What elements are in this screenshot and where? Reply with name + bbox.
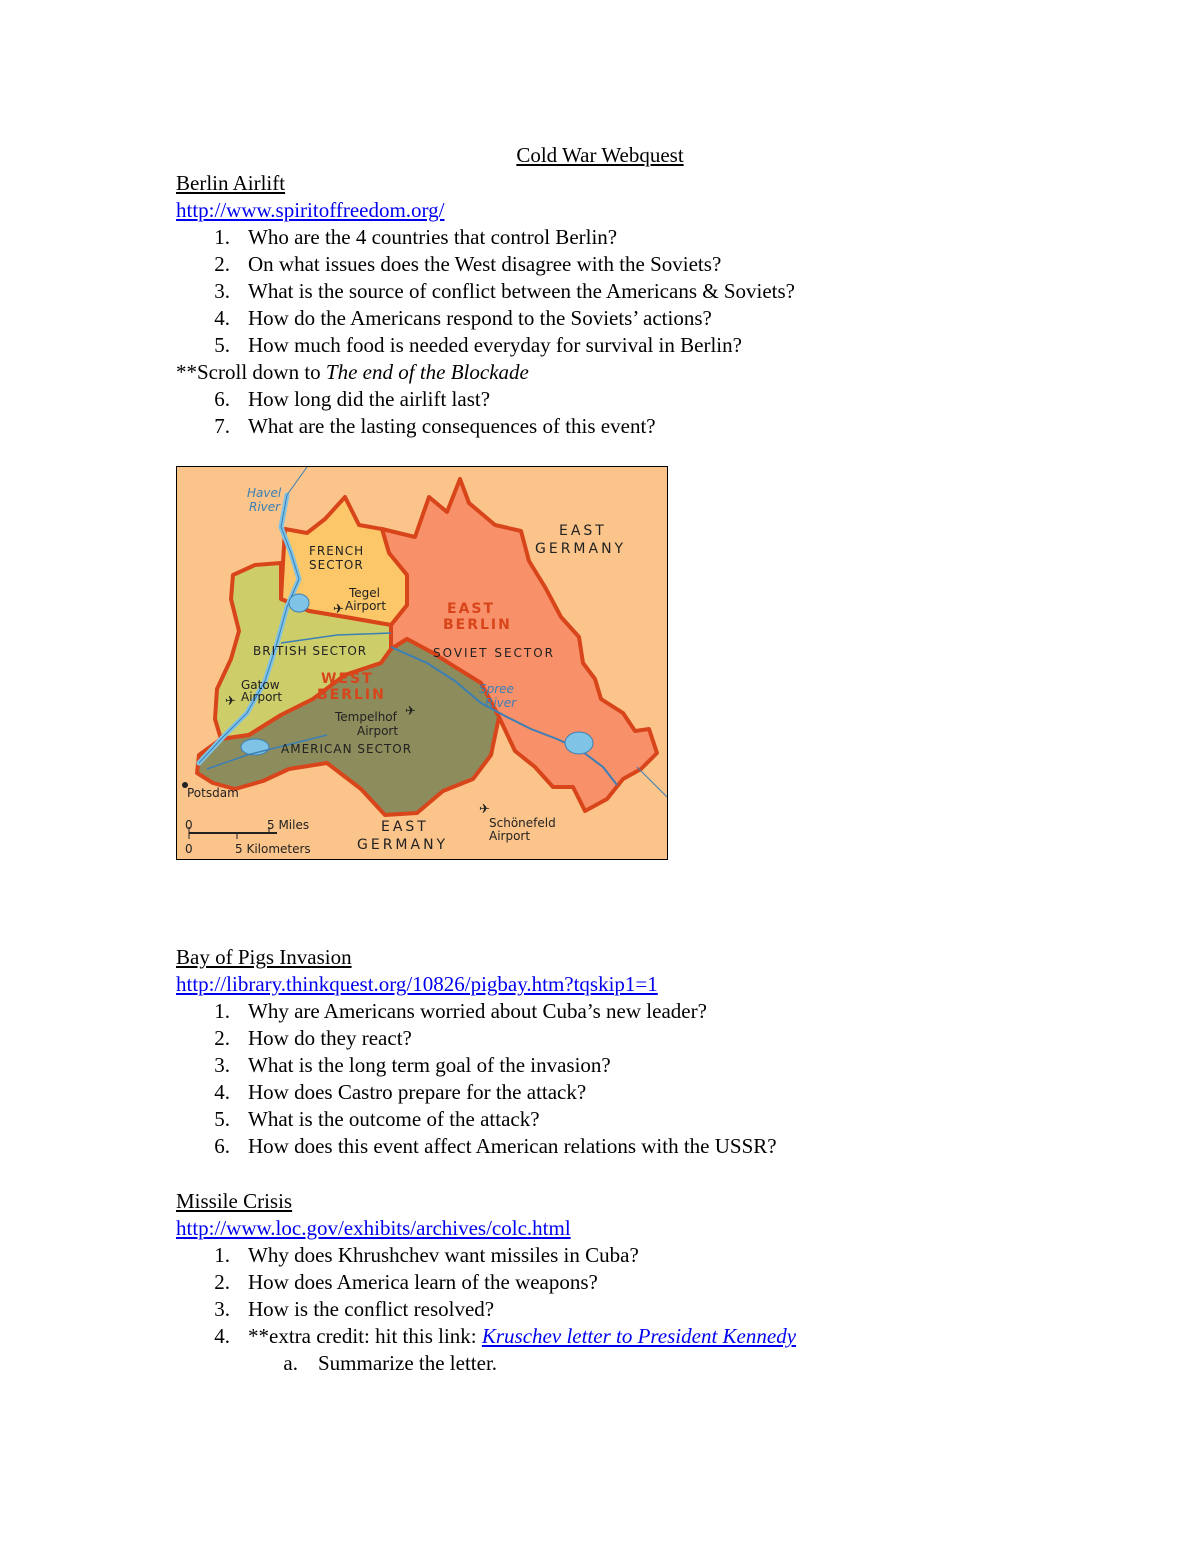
item-number: 4. [214,306,230,330]
sub-list-item [176,1350,1156,1377]
item-number: 7. [214,414,230,438]
west-berlin-label-1: WEST [321,671,374,687]
item-number: 4. [214,1324,230,1348]
question-text: What are the lasting consequences of this event? [248,414,656,438]
schonefeld-label-1: Schönefeld [489,816,556,830]
french-sector-label-2: SECTOR [309,558,364,572]
question-text: Why does Khrushchev want missiles in Cuba? [248,1243,639,1267]
scale-miles-zero: 0 [185,818,193,832]
berlin-question-list [176,224,1156,359]
item-number: 6. [214,1134,230,1158]
scroll-note-prefix: **Scroll down to [176,360,326,384]
british-sector-label: BRITISH SECTOR [253,644,368,658]
item-number: 5. [214,1107,230,1131]
scale-km-zero: 0 [185,842,193,856]
berlin-airlift-heading: Berlin Airlift [176,171,286,195]
schonefeld-plane-icon: ✈ [479,802,490,817]
scroll-note-target: The end of the Blockade [325,360,529,384]
item-number: 6. [214,387,230,411]
american-sector-label: AMERICAN SECTOR [281,742,413,756]
item-number: 3. [214,279,230,303]
item-number: 2. [214,1026,230,1050]
gatow-plane-icon: ✈ [225,694,236,709]
tegel-plane-icon: ✈ [333,602,344,617]
east-germany-top-label-1: EAST [559,523,607,539]
list-item [176,332,1156,359]
scale-km-label: 5 Kilometers [235,842,311,856]
scroll-note [176,359,1156,386]
item-number: 2. [214,252,230,276]
item-number: 1. [214,225,230,249]
question-text: How does Castro prepare for the attack? [248,1080,587,1104]
tegel-label-1: Tegel [349,586,381,600]
list-item [176,413,1156,440]
question-text: On what issues does the West disagree with the Soviets? [248,252,722,276]
west-berlin-label-2: BERLIN [317,687,386,703]
list-item [176,1242,1156,1269]
bay-of-pigs-section [176,944,1156,1160]
question-text: Why are Americans worried about Cuba’s new leader? [248,999,707,1023]
question-text: How does this event affect American relations with the USSR? [248,1134,777,1158]
item-number: 3. [214,1297,230,1321]
list-item [176,386,1156,413]
list-item [176,1106,1156,1133]
question-text: How do they react? [248,1026,412,1050]
list-item [176,1025,1156,1052]
question-text: Who are the 4 countries that control Berlin? [248,225,618,249]
list-item [176,1133,1156,1160]
tempelhof-label-2: Airport [357,724,399,738]
list-item [176,1269,1156,1296]
soviet-sector-label: SOVIET SECTOR [433,646,556,660]
item-number: 5. [214,333,230,357]
spree-label-2: River [485,696,517,710]
question-text: How much food is needed everyday for survival in Berlin? [248,333,742,357]
gatow-label-2: Airport [241,690,283,704]
list-item [176,1323,1156,1350]
missile-crisis-question-list [176,1242,1156,1350]
sub-item-letter: a. [283,1351,298,1375]
question-text: What is the source of conflict between the Americans & Soviets? [248,279,795,303]
page-title-text: Cold War Webquest [516,143,684,167]
bay-of-pigs-link[interactable]: http://library.thinkquest.org/10826/pigbay.htm?tqskip1=1 [176,972,658,996]
kruschev-letter-link[interactable]: Kruschev letter to President Kennedy [481,1324,797,1348]
question-text: How does America learn of the weapons? [248,1270,598,1294]
list-item [176,251,1156,278]
scale-miles-label: 5 Miles [267,818,310,832]
berlin-map-svg [177,467,667,859]
east-germany-top-label-2: GERMANY [535,541,627,557]
list-item [176,1052,1156,1079]
list-item [176,998,1156,1025]
tempelhof-plane-icon: ✈ [405,704,416,719]
french-sector-label-1: FRENCH [309,544,365,558]
list-item [176,1079,1156,1106]
sub-item-text: Summarize the letter. [318,1351,498,1375]
berlin-sector-map [176,466,668,860]
schonefeld-label-2: Airport [489,829,531,843]
bay-of-pigs-heading: Bay of Pigs Invasion [176,945,352,969]
tegel-lake [289,594,309,612]
list-item [176,305,1156,332]
item-number: 1. [214,999,230,1023]
question-text: What is the outcome of the attack? [248,1107,540,1131]
muggelsee-lake [565,732,593,754]
item-number: 1. [214,1243,230,1267]
page-title [0,143,1200,168]
list-item [176,224,1156,251]
havel-label-1: Havel [247,486,282,500]
missile-crisis-link[interactable]: http://www.loc.gov/exhibits/archives/colc.html [176,1216,571,1240]
missile-crisis-heading: Missile Crisis [176,1189,293,1213]
item-number: 3. [214,1053,230,1077]
question-text: How is the conflict resolved? [248,1297,495,1321]
tegel-label-2: Airport [345,599,387,613]
berlin-airlift-link[interactable]: http://www.spiritoffreedom.org/ [176,198,445,222]
tempelhof-label-1: Tempelhof [335,710,397,724]
berlin-airlift-section [176,170,1156,440]
east-berlin-label-1: EAST [447,601,496,617]
spree-label-1: Spree [479,682,514,696]
question-text: How long did the airlift last? [248,387,491,411]
list-item [176,1296,1156,1323]
list-item [176,278,1156,305]
berlin-question-list-continued [176,386,1156,440]
gatow-label-1: Gatow [241,678,280,692]
question-text: How do the Americans respond to the Soviets’ actions? [248,306,712,330]
potsdam-label: Potsdam [187,786,239,800]
item-number: 4. [214,1080,230,1104]
east-berlin-label-2: BERLIN [443,617,512,633]
bay-of-pigs-question-list [176,998,1156,1160]
havel-label-2: River [249,500,281,514]
question-text: What is the long term goal of the invasion? [248,1053,611,1077]
east-germany-bottom-label-1: EAST [381,819,429,835]
item-number: 2. [214,1270,230,1294]
extra-credit-text: **extra credit: hit this link: [248,1324,482,1348]
east-germany-bottom-label-2: GERMANY [357,837,449,853]
missile-crisis-section [176,1188,1156,1377]
